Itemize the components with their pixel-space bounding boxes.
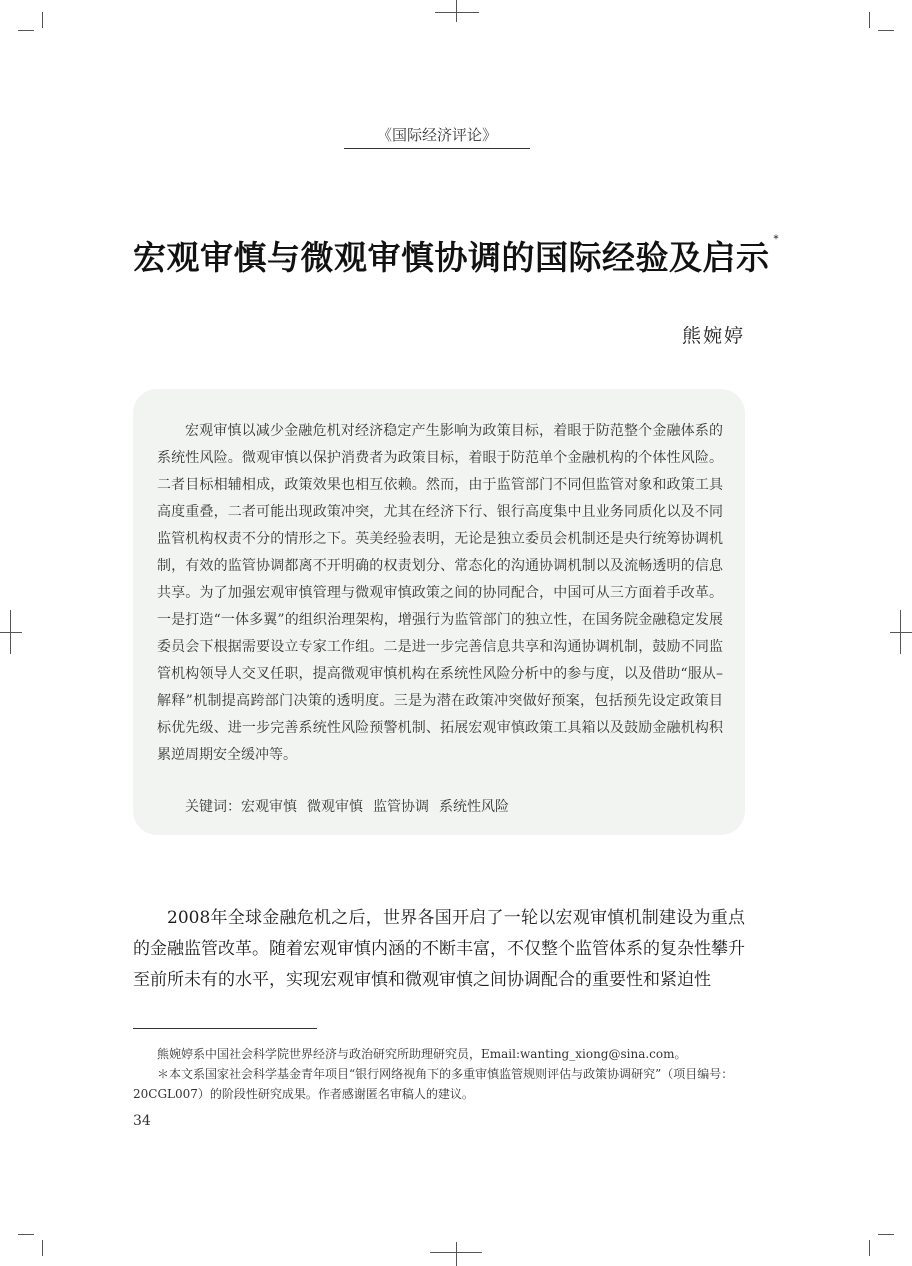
abstract	[157, 418, 723, 769]
keywords-label: 关键词：	[185, 799, 241, 815]
footnote-author: 熊婉婷系中国社会科学院世界经济与政治研究所助理研究员，Email:wanting_xiong@sina.com。	[157, 1047, 687, 1061]
keyword: 系统性风险	[439, 799, 509, 815]
footnote-funding: ＊本文系国家社会科学基金青年项目“银行网络视角下的多重审慎监管规则评估与政策协调研究”（项目编号：20CGL007）的阶段性研究成果。作者感谢匿名审稿人的建议。	[133, 1067, 734, 1101]
footnotes	[133, 1044, 753, 1104]
footnote-divider	[133, 1028, 317, 1029]
keyword: 微观审慎	[307, 799, 363, 815]
title-footnote-mark: *	[773, 234, 779, 245]
abstract-text: 宏观审慎以减少金融危机对经济稳定产生影响为政策目标，着眼于防范整个金融体系的系统性风险。微观审慎以保护消费者为政策目标，着眼于防范单个金融机构的个体性风险。二者目标相辅相成，政策效果也相互依赖。然而，由于监管部门不同但监管对象和政策工具高度重叠，二者可能出现政策冲突，尤其在经济下行、银行高度集中且业务同质化以及不同监管机构权责不分的情形之下。英美经验表明，无论是独立委员会机制还是央行统筹协调机制，有效的监管协调都离不开明确的权责划分、常态化的沟通协调机制以及流畅透明的信息共享。为了加强宏观审慎管理与微观审慎政策之间的协同配合，中国可从三方面着手改革。一是打造“一体多翼”的组织治理架构，增强行为监管部门的独立性，在国务院金融稳定发展委员会下根据需要设立专家工作组。二是进一步完善信息共享和沟通协调机制，鼓励不同监管机构领导人交叉任职，提高微观审慎机构在系统性风险分析中的参与度，以及借助“服从–解释”机制提高跨部门决策的透明度。三是为潜在政策冲突做好预案，包括预先设定政策目标优先级、进一步完善系统性风险预警机制、拓展宏观审慎政策工具箱以及鼓励金融机构积累逆周期安全缓冲等。	[157, 423, 723, 763]
keywords	[185, 796, 519, 816]
page-number: 34	[133, 1113, 151, 1129]
journal-name: 《国际经济评论》	[344, 124, 530, 149]
keyword: 监管协调	[373, 799, 429, 815]
body-paragraph: 2008年全球金融危机之后，世界各国开启了一轮以宏观审慎机制建设为重点的金融监管改革。随着宏观审慎内涵的不断丰富，不仅整个监管体系的复杂性攀升至前所未有的水平，实现宏观审慎和微观审慎之间协调配合的重要性和紧迫性	[133, 908, 745, 990]
author-name: 熊婉婷	[681, 325, 745, 347]
title-text: 宏观审慎与微观审慎协调的国际经验及启示	[133, 238, 770, 277]
body-text	[133, 903, 745, 996]
article-title	[0, 232, 912, 279]
keyword: 宏观审慎	[241, 799, 297, 815]
